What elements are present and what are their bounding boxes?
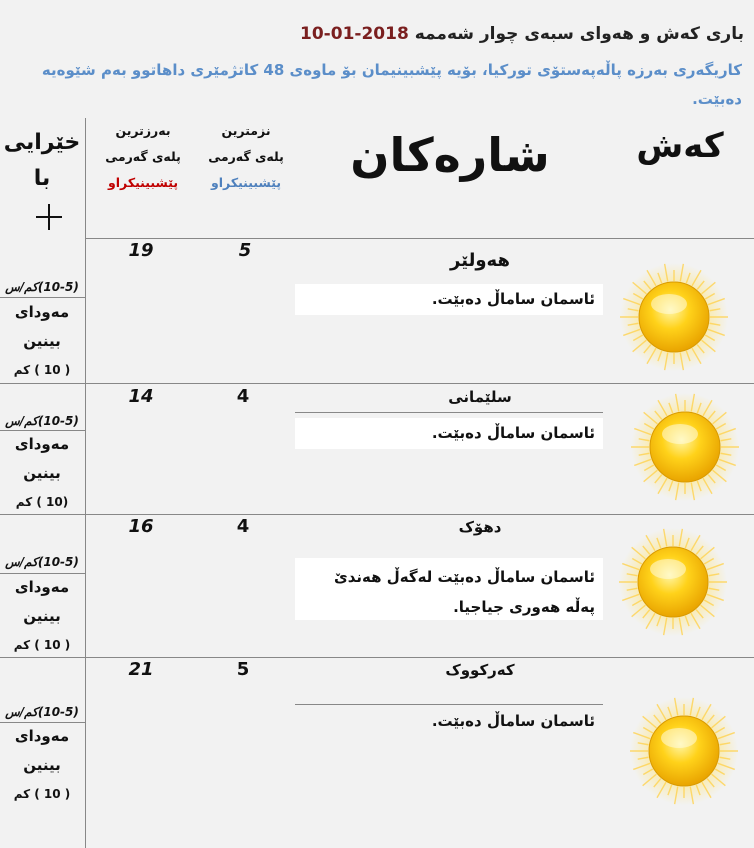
weather-description: ئاسمان ساماڵ دەبێت.: [295, 284, 603, 315]
row-divider: [0, 514, 754, 515]
forecast-date: 2018-01-10: [300, 24, 409, 44]
min-temp-value: 5: [236, 659, 250, 680]
wind-speed: (10-5)کم/س: [5, 280, 79, 294]
city-underline: [295, 412, 603, 413]
wind-speed: (10-5)کم/س: [5, 555, 79, 569]
min-temp-value: 4: [236, 386, 250, 407]
max-temp-value: 16: [128, 516, 154, 537]
min-temp-value: 5: [238, 240, 252, 261]
weather-description: ئاسمان ساماڵ دەبێت.: [295, 418, 603, 449]
sun-icon: [619, 262, 729, 372]
visibility: مەودای بینین (10 ) کم: [14, 435, 70, 509]
city-underline: [295, 704, 603, 705]
visibility: مەودای بینین ( 10 ) کم: [13, 727, 71, 801]
cities-column-header: شارەکان: [350, 128, 550, 182]
city-name: کەرکووک: [445, 661, 515, 679]
visibility: مەودای بینین ( 10 ) کم: [13, 303, 71, 377]
max-temp-column-header: بەرزترین پلەی گەرمی پێشبینیکراو: [105, 123, 181, 190]
weather-column-header: کەش: [636, 126, 724, 166]
max-temp-value: 21: [128, 659, 154, 680]
min-temp-column-header: نزمترین پلەی گەرمی پێشبینیکراو: [208, 123, 284, 190]
row-divider: [0, 657, 754, 658]
wind-speed: (10-5)کم/س: [5, 705, 79, 719]
sun-icon: [630, 392, 740, 502]
weather-description: ئاسمان ساماڵ دەبێت لەگەڵ هەندێ پەڵە هەوری جیاجیا.: [295, 558, 603, 620]
column-divider: [85, 118, 86, 848]
city-name: دهۆک: [458, 518, 502, 536]
forecast-summary: کاریگەری بەرزە پاڵەپەستۆی تورکیا، بۆیە پێشبینیمان بۆ ماوەی 48 کاتژمێری داهاتوو بەم شێوەیە دەبێت.: [41, 61, 742, 108]
plus-icon: [34, 202, 64, 232]
max-temp-value: 14: [128, 386, 154, 407]
max-temp-value: 19: [128, 240, 154, 261]
title-text: باری کەش و هەوای سبەی چوار شەممە: [414, 24, 744, 44]
city-name: هەولێر: [450, 250, 510, 271]
sun-icon: [629, 696, 739, 806]
weather-description: ئاسمان ساماڵ دەبێت.: [431, 712, 595, 730]
sun-icon: [618, 527, 728, 637]
wind-speed: (10-5)کم/س: [5, 414, 79, 428]
min-temp-value: 4: [236, 516, 250, 537]
header-row-divider: [85, 238, 754, 239]
row-divider: [0, 383, 754, 384]
page-title: [292, 24, 744, 44]
city-name: سلێمانی: [448, 388, 512, 406]
wind-column-header: خێرایی با: [3, 130, 81, 191]
visibility: مەودای بینین ( 10 ) کم: [13, 578, 71, 652]
